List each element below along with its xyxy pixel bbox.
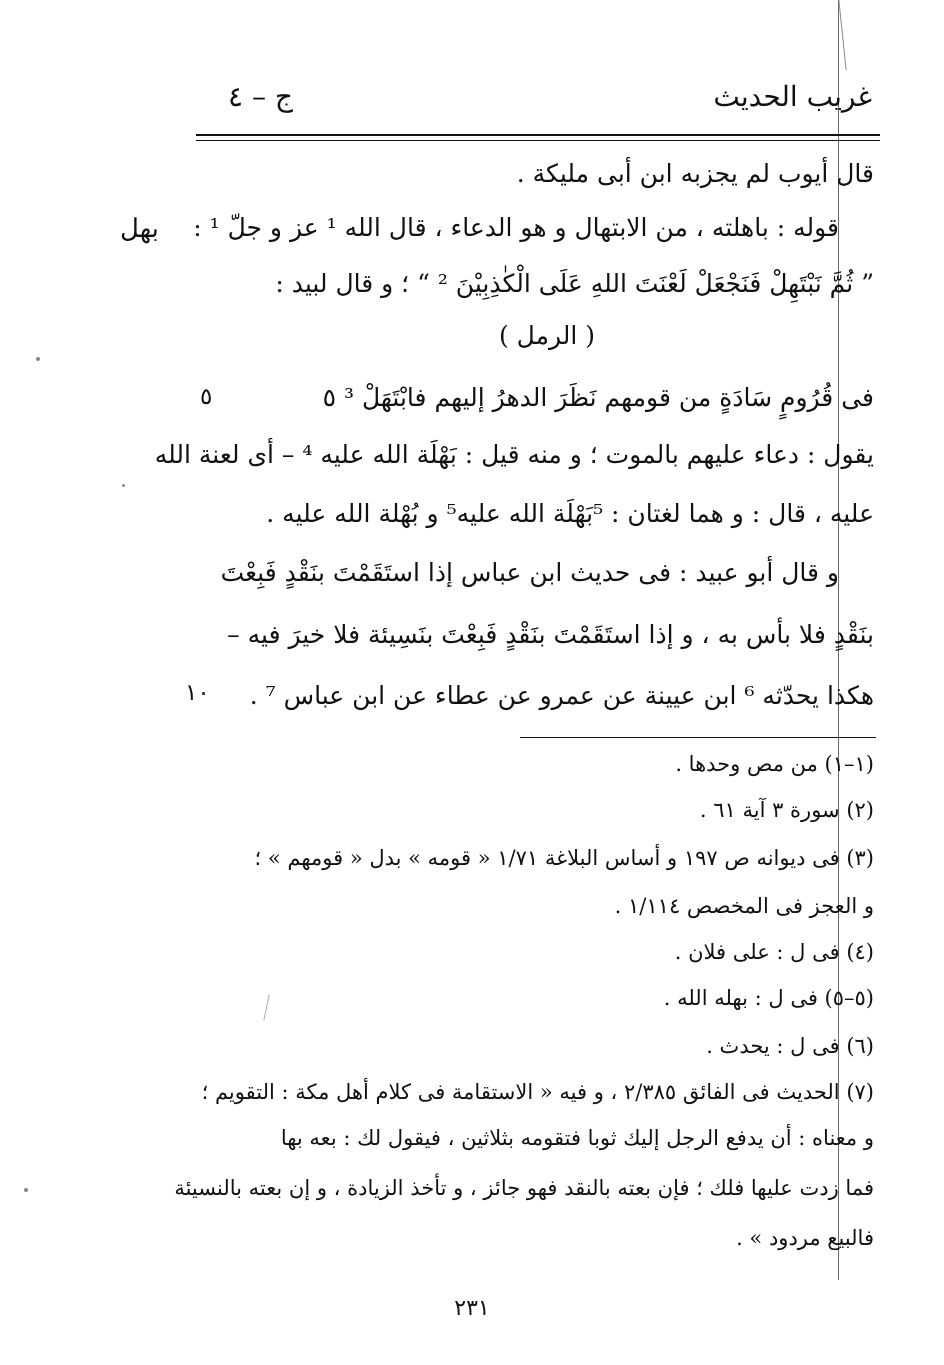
footnote-6: (٦) فى ل : يحدث . xyxy=(706,1034,874,1058)
footnote-3: (٣) فى ديوانه ص ١٩٧ و أساس البلاغة ١/٧١ « قومه » بدل « قومهم » ؛ xyxy=(254,846,874,870)
footnote-7: (٧) الحديث فى الفائق ٢/٣٨٥ ، و فيه « الاستقامة فى كلام أهل مكة : التقويم ؛ xyxy=(201,1080,874,1104)
margin-keyword: بهل xyxy=(120,214,159,244)
body-line-5: يقول : دعاء عليهم بالموت ؛ و منه قيل : بَهْلَة الله عليه ⁴ – أى لعنة الله xyxy=(154,440,874,469)
scan-speck xyxy=(122,484,125,487)
body-line-8: بنَقْدٍ فلا بأس به ، و إذا استَقَمْتَ بنَقْدٍ فَبِعْتَ بنَسِيئة فلا خيرَ فيه – xyxy=(227,620,874,649)
footnote-3-continued: و العجز فى المخصص ١/١١٤ . xyxy=(614,894,874,918)
body-line-2: قوله : باهلته ، من الابتهال و هو الدعاء ، قال الله ¹ عز و جلّ ¹ : xyxy=(193,213,839,242)
footnote-2: (٢) سورة ٣ آية ٦١ . xyxy=(699,798,874,822)
page-fold-edge xyxy=(822,0,846,70)
body-line-3: ” ثُمَّ نَبْتَهِلْ فَنَجْعَلْ لَعْنَتَ اللهِ عَلَى الْكٰذِبِيْنَ ² “ ؛ و قال لبيد : xyxy=(275,269,874,298)
volume-label: ج – ٤ xyxy=(228,80,293,113)
header-rule-thick xyxy=(196,134,880,136)
margin-line-number-10: ١٠ xyxy=(185,680,210,706)
scan-speck xyxy=(24,1188,28,1192)
footnote-1: (١–١) من مص وحدها . xyxy=(675,752,874,776)
footnote-7-line-2: و معناه : أن يدفع الرجل إليك ثوبا فتقومه بثلاثين ، فيقول لك : بعه بها xyxy=(280,1126,874,1150)
page-number: ٢٣١ xyxy=(454,1296,490,1321)
margin-line-number-5: ٥ xyxy=(200,384,213,410)
body-line-7: و قال أبو عبيد : فى حديث ابن عباس إذا استَقَمْتَ بنَقْدٍ فَبِعْتَ xyxy=(220,558,839,587)
footnote-7-line-4: فالبيع مردود » . xyxy=(736,1226,874,1250)
footnote-7-line-3: فما زدت عليها فلك ؛ فإن بعته بالنقد فهو جائز ، و تأخذ الزيادة ، و إن بعته بالنسيئة xyxy=(174,1176,874,1200)
scan-speck xyxy=(36,357,40,361)
footnote-4: (٤) فى ل : على فلان . xyxy=(674,940,874,964)
meter-label: ( الرمل ) xyxy=(498,321,596,350)
header-rule-thin xyxy=(196,140,880,141)
body-line-6: عليه ، قال : و هما لغتان : ⁵بَهْلَة الله عليه⁵ و بُهْلة الله عليه . xyxy=(266,499,874,528)
body-line-9: هكذا يحدّثه ⁶ ابن عيينة عن عمرو عن عطاء عن ابن عباس ⁷ . xyxy=(249,681,874,710)
footnote-5: (٥–٥) فى ل : بهله الله . xyxy=(663,986,874,1010)
poem-verse: فى قُرُومٍ سَادَةٍ من قومهم نَظَرَ الدهرُ إليهم فابْتَهَلْ ³ ٥ xyxy=(322,383,874,412)
footnote-rule xyxy=(520,737,876,738)
body-line-1: قال أيوب لم يجزبه ابن أبى مليكة . xyxy=(516,159,874,188)
book-title: غريب الحديث xyxy=(713,80,872,113)
